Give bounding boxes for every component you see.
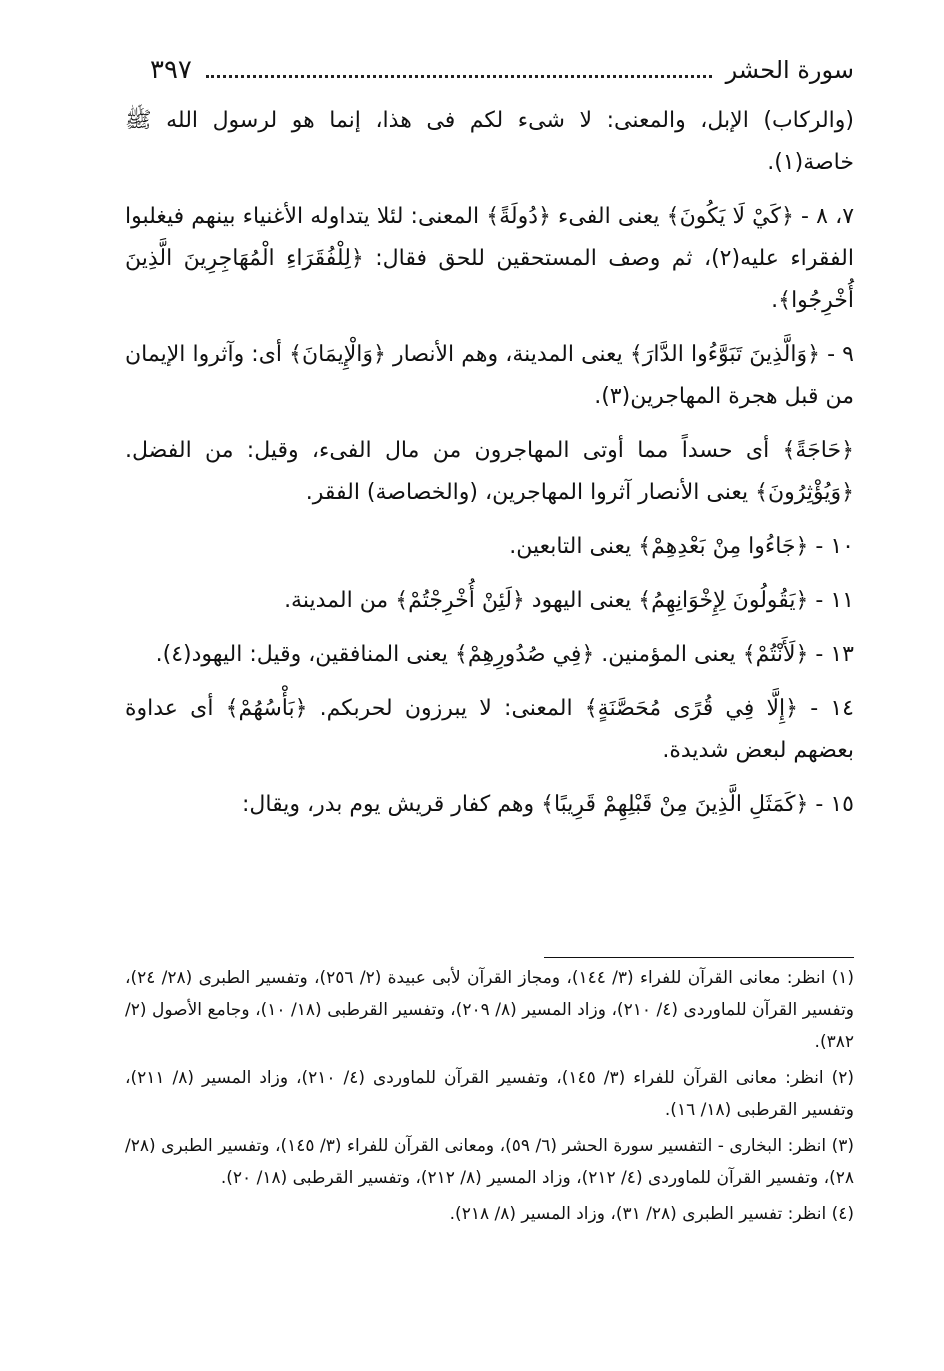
paragraph [125, 430, 854, 514]
footnote: (٢) انظر: معانى القرآن للفراء (٣/ ١٤٥)، وتفسير القرآن للماوردى (٤/ ٢١٠)، وزاد المسير (٨/ ٢١١)، وتفسير القرطبى (١٨/ ١٦). [125, 1068, 854, 1120]
footnote: (١) انظر: معانى القرآن للفراء (٣/ ١٤٤)، ومجاز القرآن لأبى عبيدة (٢/ ٢٥٦)، وتفسير الطبرى (٢٨/ ٢٤)، وتفسير القرآن للماوردى (٤/ ٢١٠)، وزاد المسير (٨/ ٢٠٩)، وتفسير القرطبى (١٨/ ١٠)، وجامع الأصول (٢/ ٣٨٢). [125, 968, 855, 1052]
quran-quote: ﴿جَاءُوا مِنْ بَعْدِهِمْ﴾ [638, 534, 809, 559]
commentary-text: المعنى: لا يبرزون لحربكم. [307, 696, 585, 721]
running-header [150, 50, 854, 90]
paragraph [125, 688, 854, 772]
quran-quote: ﴿وَالْإِيمَانَ﴾ [289, 342, 386, 367]
quran-quote: ﴿إِلَّا فِي قُرًى مُحَصَّنَةٍ﴾ [584, 696, 799, 721]
paragraph [125, 196, 854, 322]
quran-quote: ﴿كَمَثَلِ الَّذِينَ مِنْ قَبْلِهِمْ قَرِيبًا﴾ [541, 792, 809, 817]
quran-quote: ﴿دُولَةً﴾ [486, 204, 551, 229]
paragraph [125, 784, 854, 826]
commentary-text: يعنى التابعين. [509, 534, 639, 559]
paragraph [125, 100, 854, 184]
quran-quote: ﴿يَقُولُونَ لِإِخْوَانِهِمُ﴾ [638, 588, 809, 613]
commentary-text: أى حسداً مما أوتى المهاجرون من مال الفىء، وقيل: من الفضل. [125, 438, 783, 463]
commentary-text: يعنى الفىء [550, 204, 667, 229]
footnotes [125, 962, 854, 1234]
quran-quote: ﴿وَالَّذِينَ تَبَوَّءُوا الدَّارَ﴾ [629, 342, 821, 367]
commentary-text: وهم كفار قريش يوم بدر، ويقال: [242, 792, 542, 817]
footnote: (٣) انظر: البخارى - التفسير سورة الحشر (٦/ ٥٩)، ومعانى القرآن للفراء (٣/ ١٤٥)، وتفسير الطبرى (٢٨/ ٢٨)، وتفسير القرآن للماوردى (٤/ ٢١٢)، وزاد المسير (٨/ ٢١٢)، وتفسير القرطبى (١٨/ ٢٠). [125, 1136, 855, 1188]
quran-quote: ﴿حَاجَةً﴾ [782, 438, 854, 463]
quran-quote: ﴿لَأَنْتُمْ﴾ [742, 642, 809, 667]
paragraph [125, 334, 854, 418]
footnote: (٤) انظر: تفسير الطبرى (٢٨/ ٣١)، وزاد المسير (٨/ ٢١٨). [449, 1204, 854, 1224]
paragraph [125, 634, 854, 676]
page-number: ٣٩٧ [150, 55, 192, 85]
commentary-text: يعنى الأنصار آثروا المهاجرين، (والخصاصة) الفقر. [305, 480, 756, 505]
commentary-text: (والركاب) الإبل، والمعنى: لا شىء لكم فى هذا، إنما هو لرسول الله ﷺ خاصة(١). [125, 108, 854, 175]
surah-title: سورة الحشر [725, 56, 854, 84]
commentary-text: أى: وآثروا الإيمان من قبل هجرة المهاجرين(٣). [125, 342, 854, 409]
commentary-text: يعنى المدينة، وهم الأنصار [385, 342, 630, 367]
quran-quote: ﴿لَئِنْ أُخْرِجْتُمْ﴾ [395, 588, 525, 613]
header-dotted-leader [206, 75, 712, 78]
paragraph [125, 580, 854, 622]
commentary-text: . [771, 288, 779, 313]
quran-quote: ﴿لِلْفُقَرَاءِ الْمُهَاجِرِينَ الَّذِينَ أُخْرِجُوا﴾ [125, 246, 854, 313]
paragraph [125, 526, 854, 568]
commentary-text: يعنى المؤمنين. [594, 642, 743, 667]
footnote-separator [544, 957, 854, 958]
commentary-text: يعنى اليهود [524, 588, 639, 613]
quran-quote: ﴿كَيْ لَا يَكُونَ﴾ [666, 204, 794, 229]
commentary-text: المعنى: لئلا يتداوله الأغنياء بينهم فيغلبوا الفقراء عليه(٢)، ثم وصف المستحقين للحق فقال: [125, 204, 855, 271]
commentary-text: من المدينة. [284, 588, 396, 613]
main-text [125, 100, 854, 838]
commentary-text: ١٤ - [798, 696, 854, 721]
commentary-text: ١٥ - [808, 792, 854, 817]
commentary-text: ١٠ - [808, 534, 854, 559]
quran-quote: ﴿وَيُؤْثِرُونَ﴾ [755, 480, 854, 505]
commentary-text: أى عداوة بعضهم لبعض شديدة. [125, 696, 854, 763]
commentary-text: ٩ - [820, 342, 854, 367]
commentary-text: ١١ - [808, 588, 854, 613]
commentary-text: ٧، ٨ - [793, 204, 855, 229]
commentary-text: ١٣ - [808, 642, 854, 667]
quran-quote: ﴿بَأْسُهُمْ﴾ [225, 696, 308, 721]
quran-quote: ﴿فِي صُدُورِهِمْ﴾ [454, 642, 595, 667]
commentary-text: يعنى المنافقين، وقيل: اليهود(٤). [155, 642, 455, 667]
